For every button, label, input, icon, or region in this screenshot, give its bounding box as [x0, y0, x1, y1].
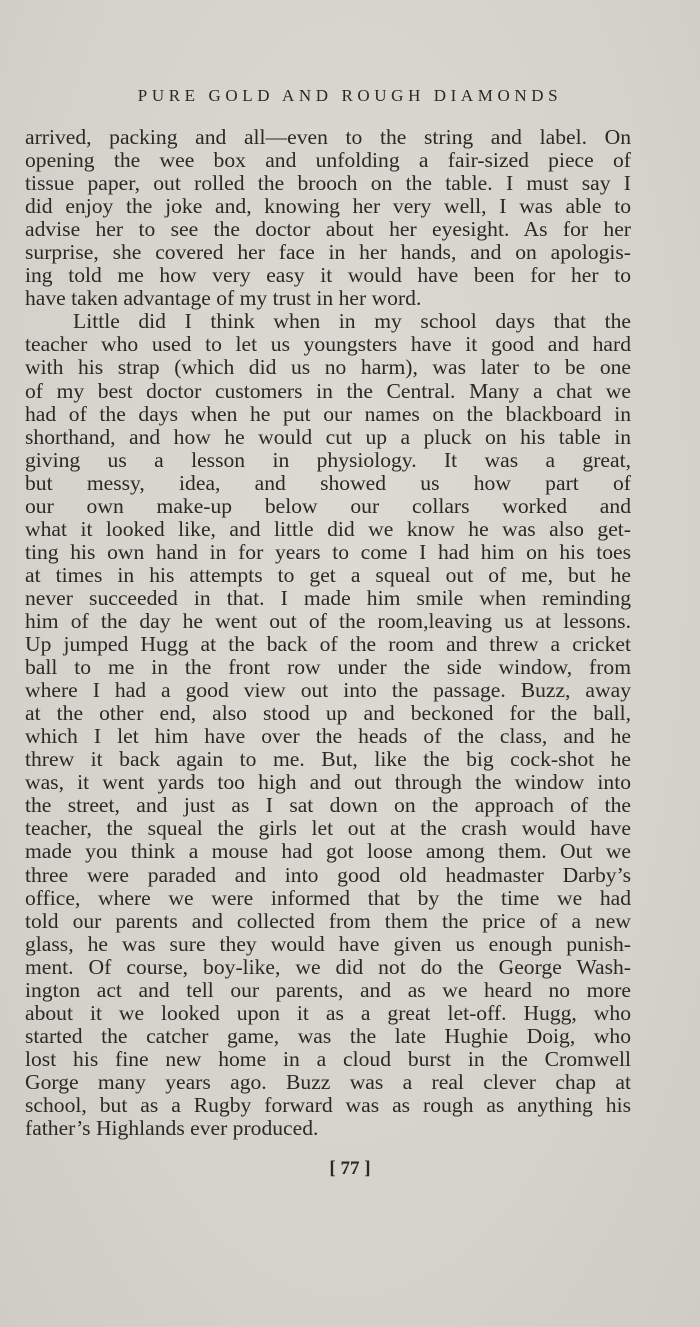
text-line: did enjoy the joke and, knowing her very well, I was able to [25, 194, 631, 219]
text-line: office, where we were informed that by the time we had [25, 885, 631, 910]
text-line: ing told me how very easy it would have been for her to [25, 263, 631, 288]
text-line: our own make-up below our collars worked and [25, 493, 631, 518]
text-line: what it looked like, and little did we know he was also get- [25, 516, 631, 541]
text-line: glass, he was sure they would have given us enough punish- [25, 931, 631, 956]
paragraph-2 [25, 310, 631, 1140]
text-line: teacher, the squeal the girls let out at the crash would have [25, 816, 631, 841]
text-line: had of the days when he put our names on the blackboard in [25, 401, 631, 426]
text-line: about it we looked upon it as a great let-off. Hugg, who [25, 1000, 631, 1025]
paragraph-1 [25, 126, 631, 310]
text-line: opening the wee box and unfolding a fair-sized piece of [25, 148, 631, 173]
text-line: him of the day he went out of the room,leaving us at lessons. [25, 608, 631, 633]
text-line: advise her to see the doctor about her eyesight. As for her [25, 217, 631, 242]
text-line: have taken advantage of my trust in her word. [25, 286, 422, 311]
text-line: with his strap (which did us no harm), was later to be one [25, 355, 631, 380]
page-number: [ 77 ] [329, 1158, 371, 1179]
text-line: made you think a mouse had got loose among them. Out we [25, 839, 631, 864]
body-text [25, 126, 631, 1140]
text-line: told our parents and collected from them the price of a new [25, 908, 631, 933]
text-line: which I let him have over the heads of the class, and he [25, 724, 631, 749]
text-line: Little did I think when in my school days that the [73, 309, 631, 334]
text-line: school, but as a Rugby forward was as rough as anything his [25, 1092, 631, 1117]
text-line: was, it went yards too high and out through the window into [25, 770, 631, 795]
text-line: shorthand, and how he would cut up a pluck on his table in [25, 424, 631, 449]
text-line: the street, and just as I sat down on the approach of the [25, 793, 631, 818]
text-line: three were paraded and into good old headmaster Darby’s [25, 862, 631, 887]
text-line: threw it back again to me. But, like the big cock-shot he [25, 747, 631, 772]
text-line: at the other end, also stood up and beckoned for the ball, [25, 701, 631, 726]
text-line: started the catcher game, was the late Hughie Doig, who [25, 1023, 631, 1048]
text-line: tissue paper, out rolled the brooch on the table. I must say I [25, 171, 631, 196]
text-line: arrived, packing and all—even to the string and label. On [25, 125, 631, 149]
text-line: giving us a lesson in physiology. It was a great, [25, 447, 631, 472]
text-line: of my best doctor customers in the Central. Many a chat we [25, 378, 631, 403]
text-line: ting his own hand in for years to come I had him on his toes [25, 539, 631, 564]
text-line: but messy, idea, and showed us how part of [25, 470, 631, 495]
running-head: PURE GOLD AND ROUGH DIAMONDS [137, 86, 563, 105]
text-line: never succeeded in that. I made him smile when reminding [25, 585, 631, 610]
text-line: ment. Of course, boy-like, we did not do the George Wash- [25, 954, 631, 979]
text-line: Up jumped Hugg at the back of the room and threw a cricket [25, 632, 631, 657]
text-line: Gorge many years ago. Buzz was a real clever chap at [25, 1069, 631, 1094]
text-line: lost his fine new home in a cloud burst in the Cromwell [25, 1046, 631, 1071]
text-line: ball to me in the front row under the side window, from [25, 655, 631, 680]
text-line: at times in his attempts to get a squeal out of me, but he [25, 562, 631, 587]
text-line: teacher who used to let us youngsters have it good and hard [25, 332, 631, 357]
text-line: surprise, she covered her face in her hands, and on apologis- [25, 240, 631, 265]
text-line: father’s Highlands ever produced. [25, 1116, 319, 1141]
text-line: where I had a good view out into the passage. Buzz, away [25, 678, 631, 703]
text-line: ington act and tell our parents, and as we heard no more [25, 977, 631, 1002]
